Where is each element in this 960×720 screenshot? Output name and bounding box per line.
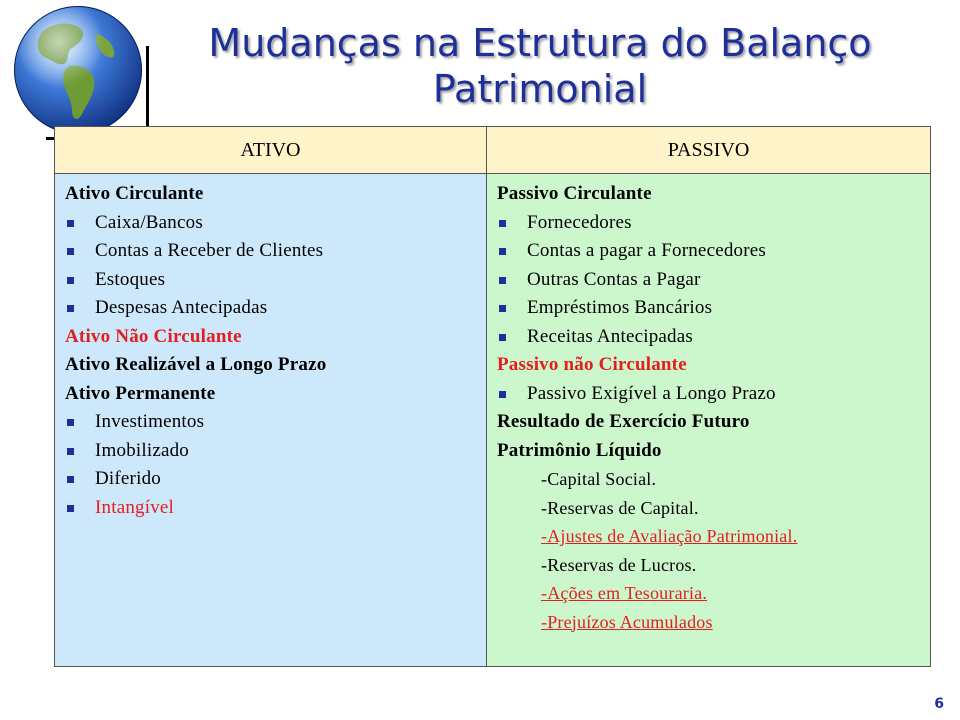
list-item-label: Caixa/Bancos — [95, 211, 203, 233]
square-bullet-icon — [499, 305, 506, 312]
list-item-label: Estoques — [95, 268, 166, 290]
equity-item-link[interactable]: -Ajustes de Avaliação Patrimonial. — [541, 526, 798, 546]
square-bullet-icon — [499, 334, 506, 341]
section-heading: Ativo Permanente — [65, 382, 216, 404]
equity-item-link[interactable]: -Prejuízos Acumulados — [541, 611, 713, 632]
balance-sheet-table — [54, 126, 931, 667]
list-item — [65, 237, 478, 266]
list-item-label: Passivo Exigível a Longo Prazo — [527, 382, 776, 404]
section-heading: Ativo Não Circulante — [65, 325, 242, 347]
list-item-label: Despesas Antecipadas — [95, 297, 268, 318]
list-item — [497, 237, 922, 266]
passivo-list — [497, 180, 922, 636]
list-item — [497, 294, 922, 323]
decorative-vertical-line — [146, 46, 149, 132]
list-item — [65, 437, 478, 466]
square-bullet-icon — [67, 419, 74, 426]
passivo-column — [487, 174, 931, 667]
list-item-label: Receitas Antecipadas — [527, 325, 693, 347]
list-item-label: Investimentos — [95, 411, 205, 432]
ativo-list — [65, 180, 478, 522]
equity-item: -Reservas de Capital. — [541, 497, 699, 518]
square-bullet-icon — [499, 391, 506, 398]
section-heading: Ativo Realizável a Longo Prazo — [65, 354, 327, 375]
equity-item — [497, 579, 922, 608]
globe-icon — [12, 4, 144, 136]
list-item — [497, 209, 922, 238]
square-bullet-icon — [67, 305, 74, 312]
list-item — [65, 209, 478, 238]
section-heading: Ativo Circulante — [65, 183, 204, 204]
square-bullet-icon — [67, 476, 74, 483]
section-heading: Patrimônio Líquido — [497, 439, 662, 461]
list-item-label: Contas a Receber de Clientes — [95, 240, 324, 261]
list-item-label: Fornecedores — [527, 211, 632, 233]
equity-item — [497, 522, 922, 551]
ativo-column — [55, 174, 487, 667]
square-bullet-icon — [499, 220, 506, 227]
list-item — [497, 323, 922, 352]
list-item — [65, 465, 478, 494]
list-item — [497, 380, 922, 409]
list-item — [65, 494, 478, 523]
header-passivo: PASSIVO — [487, 127, 931, 174]
section-heading: Passivo não Circulante — [497, 354, 687, 375]
list-item — [65, 408, 478, 437]
list-item-label: Intangível — [95, 496, 175, 518]
section-heading: Resultado de Exercício Futuro — [497, 411, 750, 432]
list-item-label: Empréstimos Bancários — [527, 297, 713, 318]
list-item-label: Diferido — [95, 468, 161, 489]
equity-item-link[interactable]: -Ações em Tesouraria. — [541, 583, 708, 603]
list-item-label: Contas a pagar a Fornecedores — [527, 240, 766, 261]
list-item-label: Outras Contas a Pagar — [527, 268, 701, 290]
square-bullet-icon — [499, 248, 506, 255]
header-ativo: ATIVO — [55, 127, 487, 174]
square-bullet-icon — [67, 277, 74, 284]
square-bullet-icon — [499, 277, 506, 284]
slide-title: Mudanças na Estrutura do Balanço Patrimonial — [208, 21, 872, 111]
square-bullet-icon — [67, 448, 74, 455]
equity-item: -Capital Social. — [541, 469, 657, 489]
list-item — [65, 294, 478, 323]
square-bullet-icon — [67, 505, 74, 512]
list-item — [497, 266, 922, 295]
section-heading: Passivo Circulante — [497, 183, 652, 204]
square-bullet-icon — [67, 248, 74, 255]
equity-item — [497, 608, 922, 637]
square-bullet-icon — [67, 220, 74, 227]
equity-item: -Reservas de Lucros. — [541, 554, 697, 575]
list-item — [65, 266, 478, 295]
page-number: 6 — [934, 696, 944, 712]
list-item-label: Imobilizado — [95, 439, 190, 461]
